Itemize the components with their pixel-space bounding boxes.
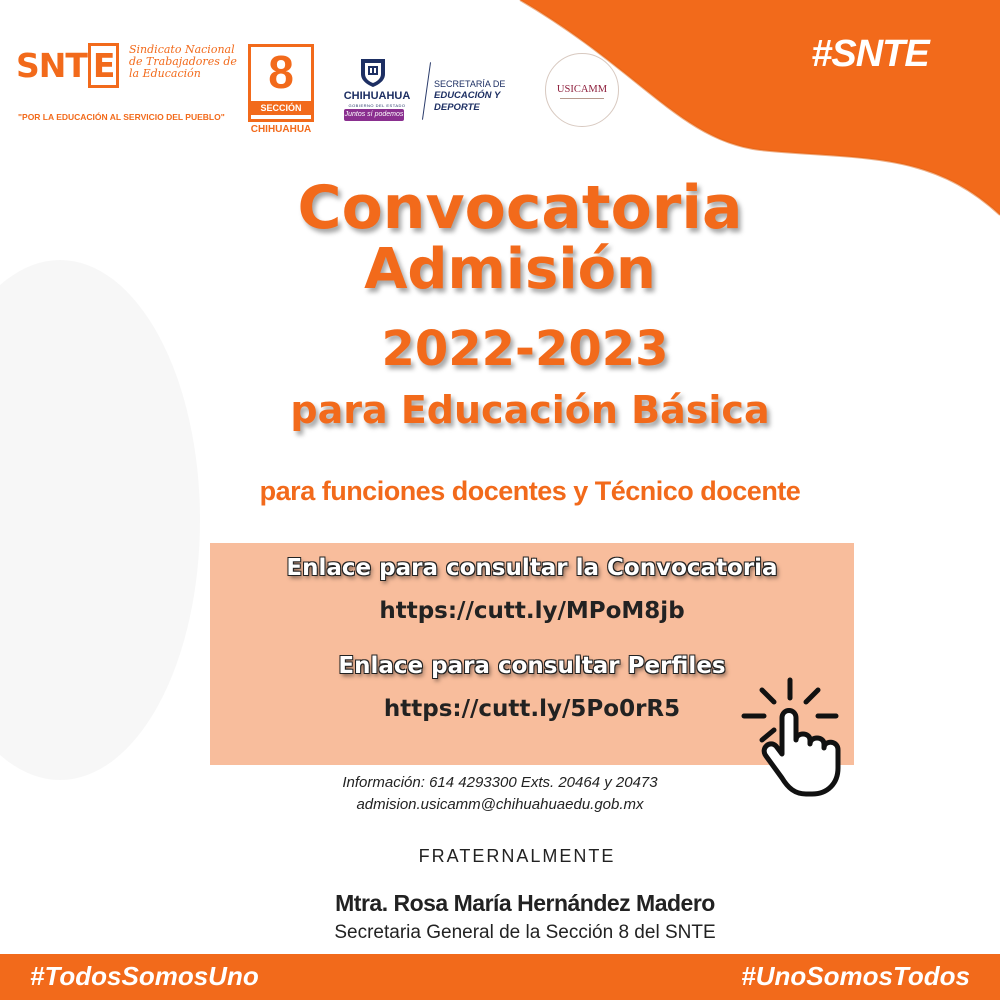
usicamm-name: USICAMM	[556, 84, 608, 95]
signer-name: Mtra. Rosa María Hernández Madero	[335, 890, 715, 916]
footer-bar	[0, 954, 1000, 1000]
chihuahua-government-logo	[336, 56, 416, 126]
link-label-perfiles: Enlace para consultar Perfiles	[338, 653, 726, 679]
usicamm-logo	[545, 53, 619, 127]
usicamm-rule	[560, 98, 604, 99]
chihuahua-slogan: Juntos sí podemos	[344, 109, 404, 121]
secretaria-line2: EDUCACIÓN Y DEPORTE	[434, 90, 501, 113]
signer-role: Secretaria General de la Sección 8 del SNTE	[334, 922, 716, 943]
title-convocatoria: Convocatoria	[297, 173, 743, 243]
snte-full-name: Sindicato Nacional de Trabajadores de la Educación	[129, 43, 237, 80]
chihuahua-name: CHIHUAHUA	[343, 90, 411, 102]
snte-acronym: SNT E	[16, 46, 119, 85]
chihuahua-subtitle: GOBIERNO DEL ESTADO	[348, 103, 406, 108]
link-label-convocatoria: Enlace para consultar la Convocatoria	[286, 555, 778, 581]
link-url-convocatoria[interactable]: https://cutt.ly/MPoM8jb	[379, 598, 685, 624]
chihuahua-shield-icon	[358, 56, 388, 88]
seccion-number: 8	[268, 46, 294, 98]
seccion-8-logo	[248, 44, 318, 140]
title-level: para Educación Básica	[290, 388, 770, 432]
snte-motto: "POR LA EDUCACIÓN AL SERVICIO DEL PUEBLO"	[18, 112, 225, 122]
contact-phone: Información: 614 4293300 Exts. 20464 y 20473	[342, 774, 658, 791]
secretaria-educacion-logo	[434, 78, 544, 114]
snte-logo	[16, 40, 246, 130]
title-year: 2022-2023	[381, 321, 669, 377]
link-url-perfiles[interactable]: https://cutt.ly/5Po0rR5	[383, 696, 681, 722]
hashtag-uno-somos-todos: #UnoSomosTodos	[741, 961, 970, 991]
seccion-city: CHIHUAHUA	[250, 124, 312, 135]
seccion-word: SECCIÓN	[248, 101, 314, 115]
secretaria-line1: SECRETARÍA DE	[434, 79, 506, 89]
contact-info	[0, 772, 1000, 816]
hashtag-todos-somos-uno: #TodosSomosUno	[30, 961, 259, 991]
contact-email[interactable]: admision.usicamm@chihuahuaedu.gob.mx	[356, 796, 644, 813]
subtitle-functions: para funciones docentes y Técnico docente	[259, 476, 801, 506]
hashtag-snte: #SNTE	[811, 33, 929, 75]
closing-text: FRATERNALMENTE	[418, 846, 616, 866]
title-admision: Admisión	[364, 237, 656, 302]
